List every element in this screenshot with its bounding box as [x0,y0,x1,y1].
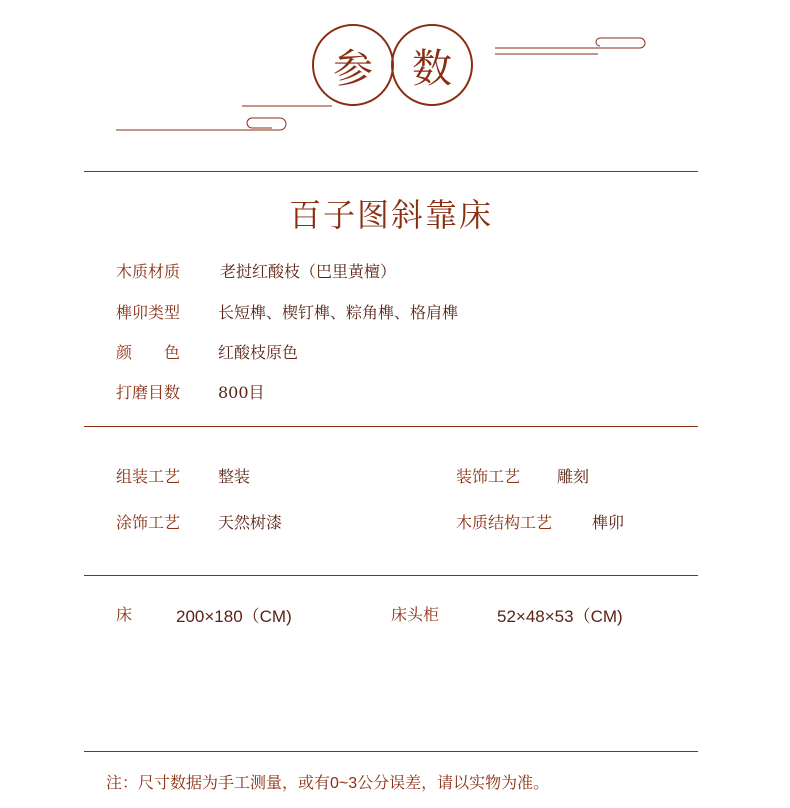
craft-label-structure: 木质结构工艺 [456,513,553,532]
header-char-can: 参 [312,24,394,106]
spec-value-joinery: 长短榫、楔钉榫、粽角榫、格肩榫 [218,303,459,322]
craft-label-coating: 涂饰工艺 [116,513,181,532]
spec-value-color: 红酸枝原色 [218,343,299,362]
cloud-decoration-right [490,30,655,60]
spec-label-polish: 打磨目数 [116,383,181,402]
spec-label-color: 颜 色 [116,343,181,362]
divider [84,171,698,172]
product-title: 百子图斜靠床 [288,196,493,234]
dimension-value-bed: 200×180（CM) [176,607,292,626]
spec-value-polish: 800目 [218,383,265,402]
divider [84,751,698,752]
craft-value-coating: 天然树漆 [218,513,283,532]
craft-label-decoration: 装饰工艺 [456,467,521,486]
footnote: 注：尺寸数据为手工测量，或有0~3公分误差，请以实物为准。 [106,775,550,792]
spec-label-material: 木质材质 [116,262,181,281]
divider [84,426,698,427]
cloud-decoration-left [112,100,342,136]
craft-value-assembly: 整装 [218,467,251,486]
header-char-shu: 数 [391,24,473,106]
dimension-label-bed: 床 [116,605,133,624]
craft-value-structure: 榫卯 [592,513,625,532]
spec-value-material: 老挝红酸枝（巴里黄檀） [220,262,397,281]
dimension-value-nightstand: 52×48×53（CM) [497,607,623,626]
spec-label-joinery: 榫卯类型 [116,303,181,322]
dimension-label-nightstand: 床头柜 [391,605,440,624]
craft-label-assembly: 组装工艺 [116,467,181,486]
divider [84,575,698,576]
craft-value-decoration: 雕刻 [557,467,590,486]
